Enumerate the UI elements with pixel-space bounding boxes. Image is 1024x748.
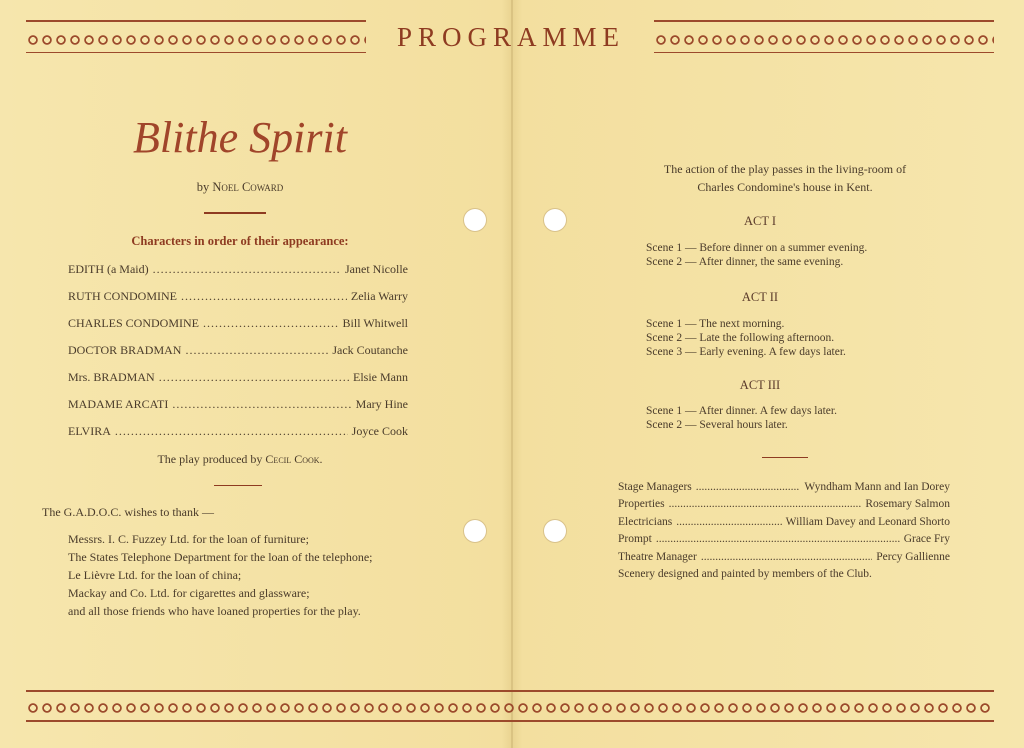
characters-heading: Characters in order of their appearance: xyxy=(131,234,349,248)
crew-name: William Davey and Leonard Shorto xyxy=(785,516,950,528)
producer-divider xyxy=(214,485,262,486)
punch-hole xyxy=(464,520,486,542)
punch-hole xyxy=(544,520,566,542)
leader-dots xyxy=(701,551,872,563)
author-name: Noel Coward xyxy=(212,180,284,194)
leader-dots xyxy=(656,533,900,545)
scene-line: Scene 2 — Late the following afternoon. xyxy=(646,332,835,344)
thanks-line: The States Telephone Department for the loan of the telephone; xyxy=(68,550,373,564)
cast-row xyxy=(68,343,408,358)
scene-line: Scene 2 — After dinner, the same evening. xyxy=(646,256,844,268)
crew-name: Percy Gallienne xyxy=(876,551,950,563)
top-rule-right-lower xyxy=(654,52,994,53)
crew-name: Rosemary Salmon xyxy=(865,498,950,510)
act-heading: ACT II xyxy=(741,290,779,304)
cast-actor: Jack Coutanche xyxy=(332,343,408,357)
cast-row xyxy=(68,397,408,412)
title-divider xyxy=(204,212,266,214)
cast-role: Mrs. BRADMAN xyxy=(68,370,155,384)
bottom-rule-lower xyxy=(26,720,994,722)
leader-dots xyxy=(669,498,862,510)
scene-line: Scene 2 — Several hours later. xyxy=(646,419,788,431)
cast-row xyxy=(68,316,408,331)
play-title: Blithe Spirit xyxy=(133,113,347,162)
crew-role: Electricians xyxy=(618,516,673,528)
thanks-line: Le Lièvre Ltd. for the loan of china; xyxy=(68,568,242,582)
leader-dots xyxy=(676,516,781,528)
programme-heading: PROGRAMME xyxy=(396,22,626,52)
cast-row xyxy=(68,262,408,277)
produced-by-line xyxy=(60,452,420,467)
crew-role: Theatre Manager xyxy=(618,551,697,563)
crew-row xyxy=(618,481,950,493)
leader-dots xyxy=(172,397,351,412)
crew-name: Grace Fry xyxy=(903,533,950,545)
top-rule-left-lower xyxy=(26,52,366,53)
cast-actor: Mary Hine xyxy=(355,397,408,411)
thanks-line: Messrs. I. C. Fuzzey Ltd. for the loan of furniture; xyxy=(68,532,309,546)
leader-dots xyxy=(115,424,348,439)
leader-dots xyxy=(181,289,347,304)
bottom-rule-upper xyxy=(26,690,994,692)
scene-line: Scene 3 — Early evening. A few days later. xyxy=(646,346,846,358)
produced-prefix: The play produced by xyxy=(157,452,263,466)
crew-row xyxy=(618,498,950,510)
scene-line: Scene 1 — Before dinner on a summer evening. xyxy=(646,242,868,254)
producer-name: Cecil Cook. xyxy=(265,452,323,466)
scene-line: Scene 1 — The next morning. xyxy=(646,318,785,330)
bottom-ornament xyxy=(26,701,994,715)
cast-role: EDITH (a Maid) xyxy=(68,262,149,276)
crew-name: Wyndham Mann and Ian Dorey xyxy=(804,481,950,493)
leader-dots xyxy=(153,262,341,277)
cast-row xyxy=(68,424,408,439)
crew-role: Properties xyxy=(618,498,665,510)
center-fold xyxy=(511,0,513,748)
cast-actor: Janet Nicolle xyxy=(345,262,408,276)
setting-line: Charles Condomine's house in Kent. xyxy=(697,180,873,194)
author-line xyxy=(130,180,350,195)
cast-role: DOCTOR BRADMAN xyxy=(68,343,182,357)
thanks-line: and all those friends who have loaned properties for the play. xyxy=(68,604,361,618)
punch-hole xyxy=(544,209,566,231)
setting-line: The action of the play passes in the living-room of xyxy=(663,162,907,176)
cast-row xyxy=(68,370,408,385)
cast-role: RUTH CONDOMINE xyxy=(68,289,177,303)
cast-actor: Joyce Cook xyxy=(351,424,408,438)
thanks-line: Mackay and Co. Ltd. for cigarettes and glassware; xyxy=(68,586,310,600)
acts-divider xyxy=(762,457,808,458)
top-ornament-right xyxy=(654,33,994,47)
cast-role: MADAME ARCATI xyxy=(68,397,169,411)
leader-dots xyxy=(159,370,349,385)
top-ornament-left xyxy=(26,33,366,47)
scenery-credit: Scenery designed and painted by members of the Club. xyxy=(618,568,872,580)
cast-actor: Elsie Mann xyxy=(353,370,408,384)
cast-row xyxy=(68,289,408,304)
crew-row xyxy=(618,516,950,528)
cast-actor: Zelia Warry xyxy=(350,289,408,303)
act-heading: ACT I xyxy=(743,214,777,228)
thanks-heading: The G.A.D.O.C. wishes to thank — xyxy=(42,505,214,519)
crew-role: Prompt xyxy=(618,533,652,545)
top-rule-right-upper xyxy=(654,20,994,22)
cast-role: ELVIRA xyxy=(68,424,111,438)
crew-role: Stage Managers xyxy=(618,481,692,493)
cast-role: CHARLES CONDOMINE xyxy=(68,316,200,330)
leader-dots xyxy=(185,343,328,358)
by-prefix: by xyxy=(196,180,210,194)
cast-actor: Bill Whitwell xyxy=(342,316,408,330)
act-heading: ACT III xyxy=(739,378,781,392)
scene-line: Scene 1 — After dinner. A few days later. xyxy=(646,405,837,417)
crew-row xyxy=(618,533,950,545)
top-rule-left-upper xyxy=(26,20,366,22)
punch-hole xyxy=(464,209,486,231)
crew-row xyxy=(618,551,950,563)
leader-dots xyxy=(203,316,339,331)
leader-dots xyxy=(696,481,801,493)
